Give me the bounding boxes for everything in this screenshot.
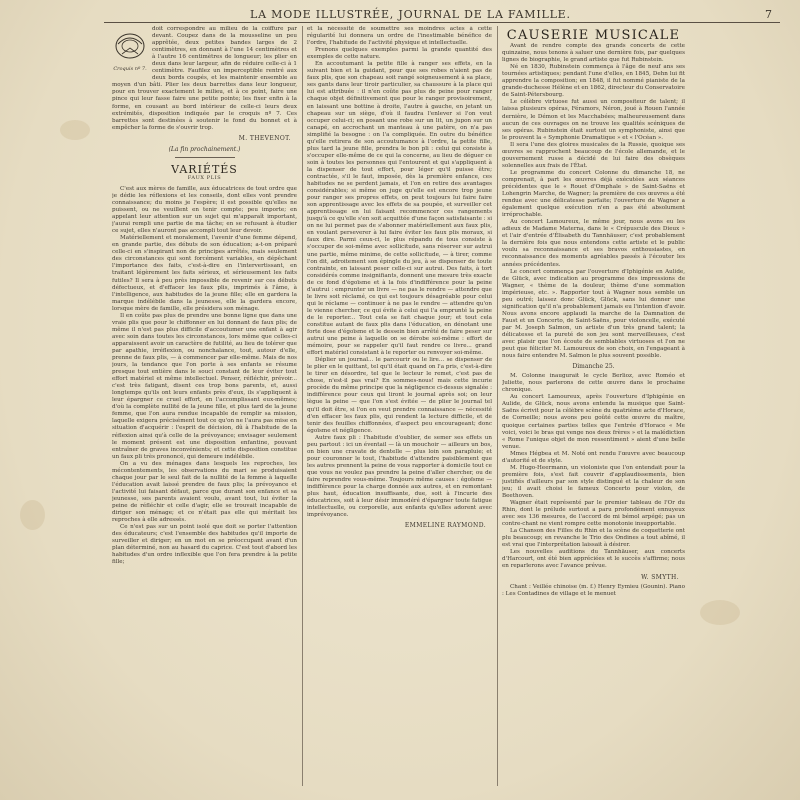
article-paragraph: M. Colonne inaugurait le cycle Berlioz, avec Roméo et Juliette, nous parlerons de cette œuvre dans le prochaine chronique. bbox=[502, 373, 685, 394]
column-left bbox=[112, 26, 297, 786]
article-paragraph: Le programme du concert Colonne du dimanche 18, ne comprenait, à part les œuvres déjà exécutées aux séances précédentes que le « Rouet d'Omphale » de Saint-Saëns et Lohengrin Marche, de Wagner; la première de ces œuvres a été rendue avec une délicatesse parfaite; l'ouverture de Wagner a également quelque exécution n'en a pas été absolument irréprochable. bbox=[502, 169, 685, 219]
chant-line: Chant : Veillée chinoise (m. f.) Henry Eymieu (Gounin). Piano : Les Contadines de village et le menuet bbox=[502, 583, 685, 597]
page-header bbox=[0, 6, 800, 28]
column-divider bbox=[302, 26, 303, 786]
article-paragraph: La Chanson des Filles du Rhin et la scène de coquetterie ont plu beaucoup; en revanche le Trio des Ondines a tout abîmé, il est vrai que l'interprétation laissait à désirer. bbox=[502, 528, 685, 549]
author-signature: EMMELINE RAYMOND. bbox=[404, 522, 486, 530]
article-paragraph: Autre faux pli : l'habitude d'oublier, de semer ses effets un peu partout : ici un éventail — là un mouchoir — ailleurs un bos, on bien une cravate de dentelle — plus loin son parapluie; et pour couronner le tout, l'habitude d'attendre paisiblement que les autres prennent la peine de vous rapporter à domicile tout ce que vous ne voulez pas prendre la peine d'aller chercher, ou de faire reprendre vous-même. Toujours même causes : égoïsme — indifférence pour la charge donnée aux autres, et en remontant plus haut, éducation insuffisante, due, soit à l'incurie des éducatrices, soit à leur désir immodéré d'épargner toute fatigue intellectuelle, ou corporelle, aux enfants qu'elles adorent avec imprévoyance. bbox=[307, 434, 492, 519]
article-paragraph: Le concert commença par l'ouverture d'Iphigénie en Aulide, de Glück, avec indication au programme des impressions de Wagner, « thème de la douleur, thème d'une sommation impérieuse, etc. ». Rapporter tout à Wagner nous semble un peu outré; laissez donc Glück, Glück, sans lui donner une signification qu'il n'a probablement jamais eu l'intention d'avoir. Nous avons encore applaudi la marche de la Damnation de Faust et un Concerto, de Saint-Saëns, pour violoncelle, exécuté par M. Joseph Salmon, un artiste d'un très grand talent; la délicatesse et la pureté de son jeu sont merveilleuses, c'est avec plaisir que l'on écoute de semblables virtuoses et l'on ne peut que féliciter M. Lamoureux de son choix, en l'engageant à nous faire entendre M. Salmon le plus souvent possible. bbox=[502, 268, 685, 360]
bonnet-sketch-icon bbox=[112, 26, 148, 66]
article-paragraph: C'est aux mères de famille, aux éducatrices de tout ordre que je dédie les réflexions et les conseils, dont elles vont prendre connaissance; du moins je l'espère; il est possible qu'elles ne puissent, ou ne veuillent en tenir compte; peu importe; en appelant leur attention sur un sujet qui m'apparaît important, j'aurai rempli une partie de ma tâche; en se refusant à étudier ce sujet, elles n'auront pas accompli tout leur devoir. bbox=[112, 185, 297, 235]
article-paragraph: Au concert Lamoureux, après l'ouverture d'Iphigénie en Aulide, de Glück, nous avons entendu la musique que Saint-Saëns écrivit pour la célèbre scène du quatrième acte d'Horace, de Corneille; nous avons peu goûté cette œuvre du maître, quoique certaines parties telles que l'entrée d'Horace « Me voici, voici le bras qui venge nos deux frères » et la malédiction « Rome l'unique objet de mon ressentiment » aient d'une belle venue. bbox=[502, 394, 685, 450]
article-paragraph: Le célèbre virtuose fut aussi un compositeur de talent; il laissa plusieurs opéras, Féramors, Néron, joué à Rouen l'année dernière, le Démon et les Macchabées; malheureusement dans aucun de ces ouvrages on ne trouve les qualités scéniques de ses opéras. Rubinstein était surtout un symphoniste, ainsi que le prouvent la « Symphonie Dramatique » et « l'Océan ». bbox=[502, 99, 685, 141]
article-paragraph: Prenons quelques exemples parmi la grande quantité des exemples de cette nature. bbox=[307, 47, 492, 61]
article-paragraph: Ce n'est pas sur un point isolé que doit se porter l'attention des éducateurs; c'est l'ensemble des habitudes qu'il importe de surveiller et diriger; en un mot en se préoccupant avant d'un plan déterminé, non au hasard du caprice. C'est tout d'abord les habitudes d'un ordre inflexible que l'on fera prendre à la petite fille; bbox=[112, 524, 297, 566]
header-rule bbox=[104, 22, 780, 23]
article-paragraph: Au concert Lamoureux, le même jour, nous avons eu les adieux de Madame Materna, dans le « Crépuscule des Dieux » et l'air d'entrée d'Élisabeth du Tannhäuser; c'est probablement la dernière fois que nous entendons cette artiste et le public voulu sa reconnaissance et ses bravos enthousiastes, en reconnaissance des moments agréables passés à l'écouter les années précédentes. bbox=[502, 219, 685, 268]
column-middle bbox=[307, 26, 492, 786]
journal-title: LA MODE ILLUSTRÉE, JOURNAL DE LA FAMILLE. bbox=[250, 8, 571, 21]
article-paragraph: Déplier un journal... le parcourir ou le lire... se dispenser de le plier en le quittant, tel qu'il était quand on l'a pris, c'est-à-dire le tirer en désordre, tel que le lecteur le remet, c'est pas de chose, n'est-il pas vrai? En sommes-nous! mais cette incurie procède du même principe que la négligence ci-dessus signalée : indifférence pour ceux qui liront le journal après soi; on leur lègue la peine — que l'on s'est évitée — de plier le journal tel qu'il doit être, si l'on en veut prendre connaissance — nécessité d'en effacer les faux plis, qui rendent la lecture difficile, et de tenir des feuilles chiffonnées, d'aspect peu encourageant; donc égoïsme et négligence. bbox=[307, 357, 492, 434]
article-paragraph: M. Hugo-Heermann, un violoniste que l'on entendait pour la première fois, s'est fait couvrir d'applaudissements, bien justifiés d'ailleurs par son style distingué et la chaleur de son jeu; il avait choisi le fameux Concerto pour violon, de Beethoven. bbox=[502, 464, 685, 499]
article-paragraph: Il en coûte pas plus de prendre une bonne ligne que dans une vraie plis que pour le chiffonner en lui donnant de faux plis; de même il n'est pas plus difficile d'accoutumer une enfant à agir avec soin dans toutes les circonstances, lors même que celles-ci apparaissent avoir un caractère de futilité, au lieu de tolérer que par apathie, irréflexion, ou nonchalance, tout, autour d'elle, prenne de faux plis, — à commencer par elle-même. Mais de nos jours, la tendance que l'on porte à ses enfants se résume presque tout entière dans le souci constant de leur éviter tout effort matériel et même intellectuel. Penser, réfléchir, prévoir... c'est très fatigant, disent ces trop bons parents, et, aussi longtemps qu'ils ont leurs enfants près d'eux, ils s'appliquent à leur épargner ce cruel effort, en l'accomplissant eux-mêmes; d'où la complète nullité de la jeune fille, et plus tard de la jeune femme, que l'on aura rendue incapable de remplir sa mission, laquelle exigera précisément tout ce qu'on ne l'aura pas mise en situation d'acquérir : l'esprit de décision, dû à l'habitude de la réflexion ainsi qu'à celle de la prévoyance; envisager seulement le moment présent est une disposition enfantine, pouvant entraîner de graves inconvénients; et cette disposition constitue un faux pli très prononcé, qui demeure indélébile. bbox=[112, 312, 297, 460]
article-paragraph: Mmes Hégbea et M. Noté ont rendu l'œuvre avec beaucoup d'autorité et de style. bbox=[502, 450, 685, 464]
article-paragraph: Matériellement et moralement, l'avenir d'une femme dépend, en grande partie, des débuts de son éducation; a-t-on préparé celle-ci en s'inspirant non de principes arrêtés, mais seulement des circonstances qui sont forcément variables, en dépêchant l'importance des faits, c'est-à-dire en l'intervertissant, en traitant légèrement les faits sérieux, et sérieusement les faits futiles? Il sera à peu près impossible de revenir sur ces débuts défectueux, et d'effacer les faux plis, imprimés à l'âme, à l'intelligence, aux habitudes de la jeune fille; elle en gardera la marque indélébile dans la jeunesse, elle la gardera encore, lorsque mère de famille, elle présidera son ménage. bbox=[112, 235, 297, 312]
article-paragraph: Les nouvelles auditions du Tannhäuser, aux concerts d'Harcourt, ont été bien appréciées et le succès s'affirme; nous en reparlerons avec l'avance prévue. bbox=[502, 549, 685, 570]
article-paragraph: On a vu des ménages dans lesquels les reproches, les mécontentements, les observations du mari se produisaient chaque jour par le seul fait de la nullité de la femme à laquelle l'éducation avait laissé prendre de faux plis; la prévoyance et l'activité lui faisant défaut, parce que durant son enfance et sa jeunesse, ses parents avaient voulu, avant tout, lui éviter la peine de réfléchir et celle d'agir, elle se trouvait incapable de diriger son ménage; et ce n'était pas elle qui méritait les reproches à elle adressés. bbox=[112, 460, 297, 524]
author-signature: W. SMYTH. bbox=[641, 573, 679, 581]
concert-date: Dimanche 25. bbox=[572, 363, 615, 371]
article-paragraph: Né en 1830, Rubinstein commença à l'âge de neuf ans ses tournées artistiques; pendant l'une d'elles, en 1845, Dehn lui fit apprendre la composition; en 1848, il fut nommé pianiste de la grande-duchesse Hélène et en 1862, directeur du Conservatoire de Saint-Pétersbourg. bbox=[502, 64, 685, 99]
causerie-title: CAUSERIE MUSICALE bbox=[506, 28, 681, 43]
page-number: 7 bbox=[765, 8, 772, 21]
article-paragraph: En accoutumant la petite fille à ranger ses effets, en la suivant bien et la guidant, pour que ses robes n'aient pas de faux plis, que son chapeau soit rangé soigneusement à sa place, ses gants dans leur tiroir particulier, sa chaussure à la place qui lui est attribuée : il n'en coûte pas plus de peine pour ranger chaque objet définitivement que pour le ranger provisoirement, en laissant une bottine à droite, l'autre à gauche, en jetant un chapeau sur un siège, d'où il faudra l'enlever si l'on veut occuper celui-ci; en posant une robe sur un lit, un jupon sur un canapé, en accrochant un manteau à une patère, on n'a pas simplifié la besogne : on l'a compliquée. En outre du bénéfice qu'elle retirera de son accoutumance à l'ordre, la petite fille, plus tard la jeune fille, prendra le bon pli : celui qui consiste à s'occuper elle-même de ce qui la concerne, au lieu de déguer ce soin à toutes les personnes qui l'entourent et qui s'appliquent à la dispenser de tout effort, pour léger qu'il puisse être; contractée, s'il le faut, imposée, dès la première enfance, ces habitudes ne se perdent jamais, et l'on en retire des avantages considérables; si même on juge qu'elle est encore trop jeune pour ranger ses propres effets, on peut toujours lui faire faire son apprentissage avec les effets de sa poupée, et surveiller cet apprentissage en lui faisant recommencer ces rangements jusqu'à ce qu'elle s'en soit acquittée d'une façon satisfaisante : si on ne lui permet pas de s'abonner matériellement aux faux plis, en voulant perseverer à lui faire éviter les faux plis moraux, si faux dire. Parmi ceux-ci, le plus répandu de tous consiste à s'occuper de soi-même avec sollicitude, sans réserver sur autrui une partie, même minime, de cette sollicitude, — à tirer, comme l'on dit, adroitement son épingle du jeu, à se dispenser de toute contrainte, en laissant peser celle-ci sur autrui. Des faits, à tort considérés comme insignifiants, donnent une mesure très exacte de ce fond d'égoïsme et à la fois d'indifférence pour la peine d'autrui : emprunter un livre — ne pas le rendre — attendre que le livre soit réclamé, ce qui est toujours désagréable pour celui qui le réclame — continuer à ne pas le rendre — attendre qu'on le vienne chercher, ce qui évite à celui qui l'a emprunté la peine de le reporter... Tout cela se fait chaque jour; et tout cela constitue autant de faux plis dans l'éducation, en dénotant une forte dose d'égoïsme et le dessein bien arrêté de faire peser sur autrui une peine à laquelle on se dérobe soi-même : effort de mémoire, pour se rappeler qu'il faut rendre ce livre... grand effort matériel consistant à le reporter ou renvoyer soi-même. bbox=[307, 61, 492, 357]
varietes-subtitle: FAUX PLIS bbox=[187, 174, 222, 181]
continued-note: (La fin prochainement.) bbox=[168, 145, 241, 153]
author-signature: M. THEVENOT. bbox=[238, 134, 291, 142]
column-right bbox=[502, 26, 685, 786]
article-text: doit correspondre au milieu de la coiffure par devant. Coupez dans de la mousseline un peu apprêtée, deux petites bandes larges de 2 centimètres, en donnant à l'une 14 centimètres et à l'autre 16 centimètres de longueur; les plier en deux dans leur largeur, afin de réduire celle-ci à 1 centimètre. Faufilez un imperceptible rentré aux deux bords coupés, et les maintenir ensemble au moyen d'un bâti. Plier les deux barrettes dans leur longueur, pour en trouver exactement le milieu, et à ce point, faire une pince qui leur fasse faire une petite pointe; les fixer enfin à la forme, en cousant au bord intérieur de celle-ci leurs deux extrémités, disposition indiquée par le croquis nº 7. Ces barrettes sont destinées à soutenir le fond du bonnet et à empêcher la forme de s'ouvrir trop. bbox=[112, 26, 297, 131]
croquis-figure bbox=[112, 26, 148, 76]
column-divider bbox=[497, 26, 498, 786]
croquis-caption: Croquis nº 7. bbox=[113, 66, 147, 72]
article-paragraph: Wagner était représenté par le premier tableau de l'Or du Rhin, dont le prélude surtout a paru profondément ennuyeux avec ses 136 mesures, de l'accord de mi bémol arpégé; pas un contre-chant ne vient rompre cette monotonie insupportable. bbox=[502, 500, 685, 528]
varietes-title: VARIÉTÉS bbox=[171, 162, 238, 176]
article-paragraph: Avant de rendre compte des grands concerts de cette quinzaine, nous tenons à saluer une dernière fois, par quelques lignes de biographie, le grand artiste que fut Rubinstein. bbox=[502, 43, 685, 64]
article-paragraph: et la nécessité de soumettre ses moindres actes à cette régularité lui donnera un ordre de l'inestimable bénéfice de l'ordre, l'habitude de l'activité physique et intellectuelle. bbox=[307, 26, 492, 47]
article-paragraph: Il sera l'une des gloires musicales de la Russie, quoique ses œuvres se rapprochent beaucoup de l'école allemande, et le gouvernement russe a décidé de lui faire des obsèques solennelles aux frais de l'État. bbox=[502, 141, 685, 169]
section-divider bbox=[175, 157, 235, 158]
